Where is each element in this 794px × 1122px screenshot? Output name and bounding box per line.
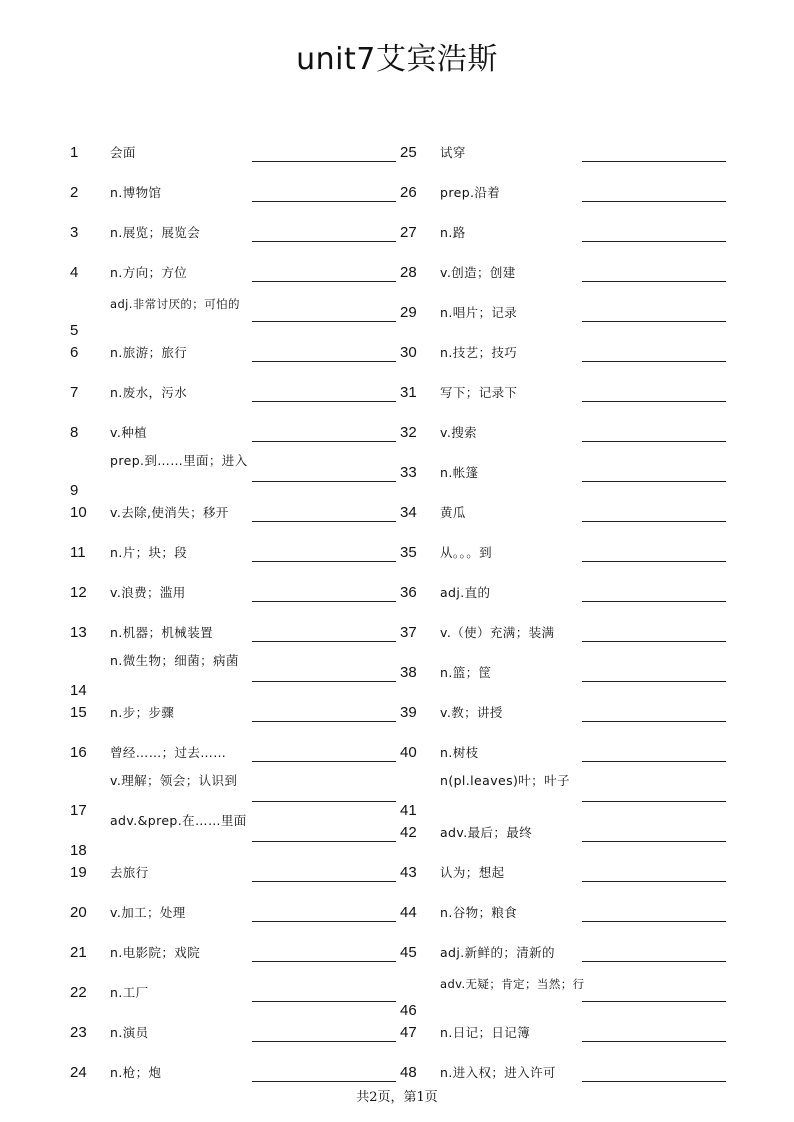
vocab-row <box>0 813 794 862</box>
answer-blank[interactable] <box>582 481 726 482</box>
vocab-row <box>0 182 794 222</box>
item-number: 42 <box>400 824 417 841</box>
item-number: 31 <box>400 384 417 401</box>
vocab-row <box>0 653 794 702</box>
answer-blank[interactable] <box>252 721 396 722</box>
item-definition: n.树枝 <box>440 745 479 760</box>
answer-blank[interactable] <box>252 801 396 802</box>
item-number: 34 <box>400 504 417 521</box>
item-number: 33 <box>400 464 417 481</box>
item-definition: adj.非常讨厌的；可怕的 <box>110 297 240 311</box>
answer-blank[interactable] <box>582 1041 726 1042</box>
answer-blank[interactable] <box>582 361 726 362</box>
item-number: 10 <box>70 504 87 521</box>
item-definition: adv.&prep.在……里面 <box>110 813 247 828</box>
item-number: 15 <box>70 704 87 721</box>
item-definition: v.加工；处理 <box>110 905 186 920</box>
item-number: 45 <box>400 944 417 961</box>
item-number: 19 <box>70 864 87 881</box>
item-definition: n.工厂 <box>110 985 149 1000</box>
item-definition: n(pl.leaves)叶；叶子 <box>440 773 570 788</box>
item-definition: n.路 <box>440 225 466 240</box>
vocab-row <box>0 342 794 382</box>
item-definition: prep.到……里面；进入 <box>110 453 248 468</box>
item-number: 5 <box>70 322 79 339</box>
item-number: 20 <box>70 904 87 921</box>
answer-blank[interactable] <box>582 281 726 282</box>
item-number: 11 <box>70 544 86 561</box>
answer-blank[interactable] <box>252 601 396 602</box>
item-number: 3 <box>70 224 79 241</box>
item-number: 26 <box>400 184 417 201</box>
item-number: 39 <box>400 704 417 721</box>
answer-blank[interactable] <box>252 681 396 682</box>
item-definition: n.技艺；技巧 <box>440 345 518 360</box>
item-number: 22 <box>70 984 87 1001</box>
item-number: 8 <box>70 424 79 441</box>
answer-blank[interactable] <box>582 1001 726 1002</box>
answer-blank[interactable] <box>582 761 726 762</box>
item-number: 6 <box>70 344 79 361</box>
item-definition: v.教；讲授 <box>440 705 503 720</box>
item-number: 12 <box>70 584 87 601</box>
item-definition: adj.直的 <box>440 585 491 600</box>
answer-blank[interactable] <box>582 161 726 162</box>
item-definition: v.去除,使消失；移开 <box>110 505 229 520</box>
vocab-row <box>0 902 794 942</box>
answer-blank[interactable] <box>252 521 396 522</box>
item-definition: adv.最后；最终 <box>440 825 533 840</box>
answer-blank[interactable] <box>582 441 726 442</box>
item-definition: n.微生物；细菌；病菌 <box>110 653 239 668</box>
vocab-row <box>0 502 794 542</box>
item-number: 38 <box>400 664 417 681</box>
vocab-row <box>0 297 794 342</box>
item-number: 13 <box>70 624 87 641</box>
answer-blank[interactable] <box>252 1081 396 1082</box>
vocab-row <box>0 1022 794 1062</box>
answer-blank[interactable] <box>252 321 396 322</box>
vocab-row <box>0 582 794 622</box>
answer-blank[interactable] <box>582 401 726 402</box>
vocab-row <box>0 977 794 1022</box>
answer-blank[interactable] <box>582 921 726 922</box>
answer-blank[interactable] <box>252 561 396 562</box>
item-definition: n.枪；炮 <box>110 1065 162 1080</box>
page-title: unit7艾宾浩斯 <box>296 42 498 77</box>
answer-blank[interactable] <box>252 441 396 442</box>
item-definition: n.博物馆 <box>110 185 162 200</box>
vocab-row <box>0 142 794 182</box>
item-definition: n.废水，污水 <box>110 385 188 400</box>
item-definition: n.步；步骤 <box>110 705 175 720</box>
vocab-row <box>0 222 794 262</box>
item-definition: 试穿 <box>440 145 466 160</box>
answer-blank[interactable] <box>252 241 396 242</box>
item-number: 47 <box>400 1024 417 1041</box>
item-number: 48 <box>400 1064 417 1081</box>
answer-blank[interactable] <box>252 641 396 642</box>
item-number: 40 <box>400 744 417 761</box>
item-definition: n.帐篷 <box>440 465 479 480</box>
answer-blank[interactable] <box>252 881 396 882</box>
item-number: 29 <box>400 304 417 321</box>
answer-blank[interactable] <box>582 321 726 322</box>
item-number: 28 <box>400 264 417 281</box>
item-number: 17 <box>70 802 87 819</box>
answer-blank[interactable] <box>582 801 726 802</box>
answer-blank[interactable] <box>252 201 396 202</box>
item-definition: 从。。。到 <box>440 545 493 560</box>
item-definition: n.方向；方位 <box>110 265 188 280</box>
item-number: 36 <box>400 584 417 601</box>
vocab-row <box>0 942 794 982</box>
item-number: 41 <box>400 802 417 819</box>
item-definition: n.机器；机械装置 <box>110 625 213 640</box>
item-definition: v.搜索 <box>440 425 478 440</box>
answer-blank[interactable] <box>582 721 726 722</box>
item-definition: 会面 <box>110 145 136 160</box>
item-definition: 写下；记录下 <box>440 385 518 400</box>
item-definition: n.谷物；粮食 <box>440 905 518 920</box>
item-number: 9 <box>70 482 79 499</box>
vocab-row <box>0 862 794 902</box>
item-number: 25 <box>400 144 417 161</box>
vocab-row <box>0 382 794 422</box>
vocab-row <box>0 542 794 582</box>
page-footer: 共2页，第1页 <box>356 1090 438 1105</box>
item-definition: n.片；块；段 <box>110 545 188 560</box>
answer-blank[interactable] <box>582 961 726 962</box>
item-number: 37 <box>400 624 417 641</box>
item-definition: n.旅游；旅行 <box>110 345 188 360</box>
item-number: 44 <box>400 904 417 921</box>
item-number: 23 <box>70 1024 87 1041</box>
answer-blank[interactable] <box>582 241 726 242</box>
item-definition: v.理解；领会；认识到 <box>110 773 238 788</box>
answer-blank[interactable] <box>582 561 726 562</box>
item-definition: 认为；想起 <box>440 865 505 880</box>
answer-blank[interactable] <box>252 401 396 402</box>
vocab-row <box>0 453 794 502</box>
item-number: 46 <box>400 1002 417 1019</box>
item-definition: n.电影院；戏院 <box>110 945 201 960</box>
item-definition: v.（使）充满；装满 <box>440 625 555 640</box>
item-number: 16 <box>70 744 87 761</box>
answer-blank[interactable] <box>582 881 726 882</box>
item-definition: n.篮；筐 <box>440 665 492 680</box>
answer-blank[interactable] <box>252 281 396 282</box>
item-number: 30 <box>400 344 417 361</box>
item-definition: n.展览；展览会 <box>110 225 201 240</box>
answer-blank[interactable] <box>252 161 396 162</box>
answer-blank[interactable] <box>252 841 396 842</box>
item-number: 4 <box>70 264 79 281</box>
item-number: 18 <box>70 842 87 859</box>
item-number: 2 <box>70 184 79 201</box>
item-number: 7 <box>70 384 79 401</box>
answer-blank[interactable] <box>582 601 726 602</box>
answer-blank[interactable] <box>252 1041 396 1042</box>
vocab-row <box>0 702 794 742</box>
item-definition: n.日记；日记簿 <box>440 1025 531 1040</box>
answer-blank[interactable] <box>252 1001 396 1002</box>
item-number: 14 <box>70 682 87 699</box>
item-definition: adv.无疑；肯定；当然；行 <box>440 977 585 991</box>
answer-blank[interactable] <box>582 201 726 202</box>
answer-blank[interactable] <box>252 361 396 362</box>
item-number: 32 <box>400 424 417 441</box>
answer-blank[interactable] <box>252 761 396 762</box>
answer-blank[interactable] <box>252 481 396 482</box>
item-definition: adj.新鲜的；清新的 <box>440 945 555 960</box>
item-number: 1 <box>70 144 79 161</box>
item-definition: n.唱片；记录 <box>440 305 518 320</box>
item-definition: v.创造；创建 <box>440 265 516 280</box>
answer-blank[interactable] <box>582 521 726 522</box>
answer-blank[interactable] <box>582 641 726 642</box>
item-definition: n.进入权；进入许可 <box>440 1065 556 1080</box>
answer-blank[interactable] <box>582 841 726 842</box>
item-definition: v.种植 <box>110 425 148 440</box>
item-definition: prep.沿着 <box>440 185 501 200</box>
item-definition: v.浪费；滥用 <box>110 585 186 600</box>
answer-blank[interactable] <box>252 961 396 962</box>
item-number: 43 <box>400 864 417 881</box>
item-number: 24 <box>70 1064 87 1081</box>
answer-blank[interactable] <box>582 681 726 682</box>
item-definition: 去旅行 <box>110 865 149 880</box>
item-definition: 黄瓜 <box>440 505 466 520</box>
item-definition: 曾经……；过去…… <box>110 745 227 760</box>
item-definition: n.演员 <box>110 1025 149 1040</box>
answer-blank[interactable] <box>252 921 396 922</box>
answer-blank[interactable] <box>582 1081 726 1082</box>
item-number: 35 <box>400 544 417 561</box>
item-number: 21 <box>70 944 87 961</box>
item-number: 27 <box>400 224 417 241</box>
